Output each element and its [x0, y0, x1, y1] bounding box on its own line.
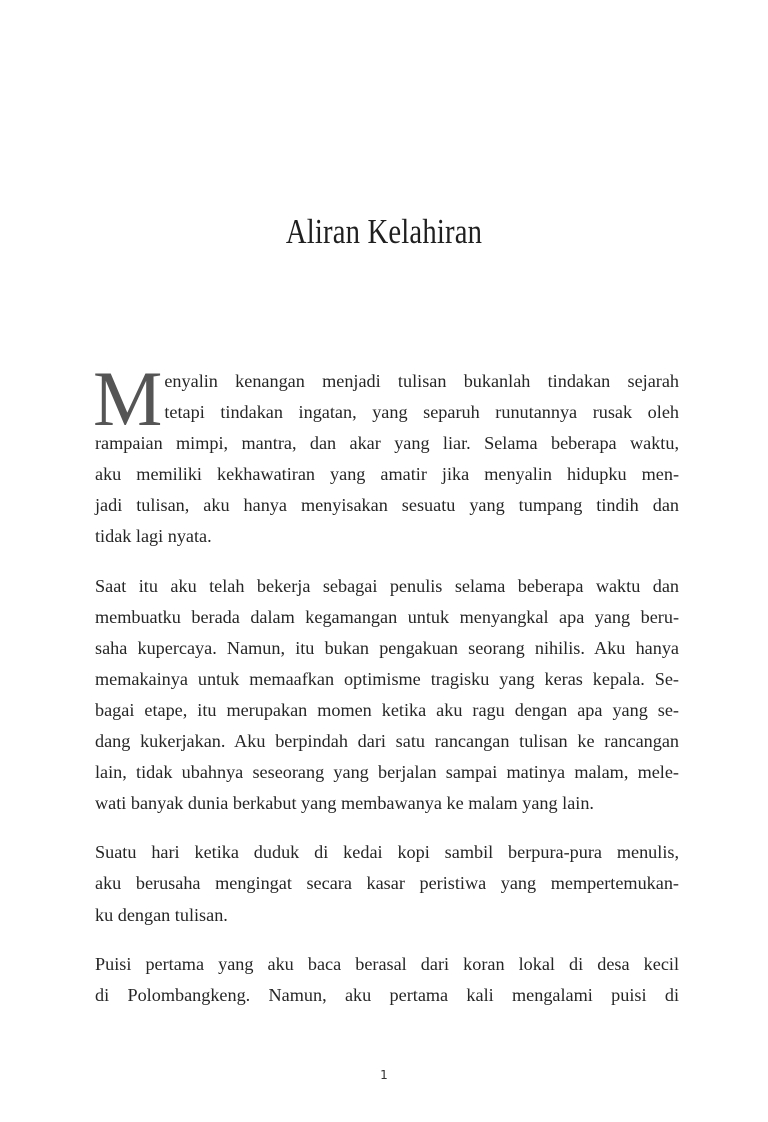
text-line: ku dengan tulisan.: [95, 904, 228, 925]
body-text: [93, 355, 679, 1029]
text-line: tidak lagi nyata.: [95, 526, 212, 547]
text-line: Saat itu aku telah bekerja sebagai penulis selama beberapa waktu dan: [95, 575, 679, 596]
paragraph-3: [95, 837, 679, 930]
text-line: rampaian mimpi, mantra, dan akar yang liar. Selama beberapa waktu,: [95, 433, 679, 454]
text-line: memakainya untuk memaafkan optimisme tragisku yang keras kepala. Se-: [95, 668, 679, 689]
text-line: tetapi tindakan ingatan, yang separuh runutannya rusak oleh: [164, 402, 679, 423]
text-line: wati banyak dunia berkabut yang membawanya ke malam yang lain.: [95, 793, 594, 814]
paragraph-2: [95, 571, 679, 820]
text-line: Suatu hari ketika duduk di kedai kopi sambil berpura-pura menulis,: [95, 842, 679, 863]
text-line: aku memiliki kekhawatiran yang amatir jika menyalin hidupku men-: [95, 464, 679, 485]
text-line: saha kupercaya. Namun, itu bukan pengakuan seorang nihilis. Aku hanya: [95, 637, 679, 658]
text-line: Puisi pertama yang aku baca berasal dari koran lokal di desa kecil: [95, 953, 679, 974]
drop-cap: M: [93, 355, 163, 442]
text-line: membuatku berada dalam kegamangan untuk menyangkal apa yang beru-: [95, 606, 679, 627]
chapter-title: Aliran Kelahiran: [285, 212, 483, 251]
text-line: dang kukerjakan. Aku berpindah dari satu rancangan tulisan ke rancangan: [95, 731, 679, 752]
text-line: bagai etape, itu merupakan momen ketika aku ragu dengan apa yang se-: [95, 699, 679, 720]
text-line: enyalin kenangan menjadi tulisan bukanlah tindakan sejarah: [164, 371, 679, 391]
text-line: aku berusaha mengingat secara kasar peristiwa yang mempertemukan-: [95, 873, 679, 894]
paragraph-4: [95, 949, 679, 1011]
paragraph-1: [93, 355, 679, 553]
text-line: lain, tidak ubahnya seseorang yang berjalan sampai matinya malam, mele-: [95, 762, 679, 783]
page-number: 1: [380, 1068, 388, 1082]
text-line: di Polombangkeng. Namun, aku pertama kali mengalami puisi di: [95, 984, 679, 1005]
text-line: jadi tulisan, aku hanya menyisakan sesuatu yang tumpang tindih dan: [95, 495, 679, 516]
